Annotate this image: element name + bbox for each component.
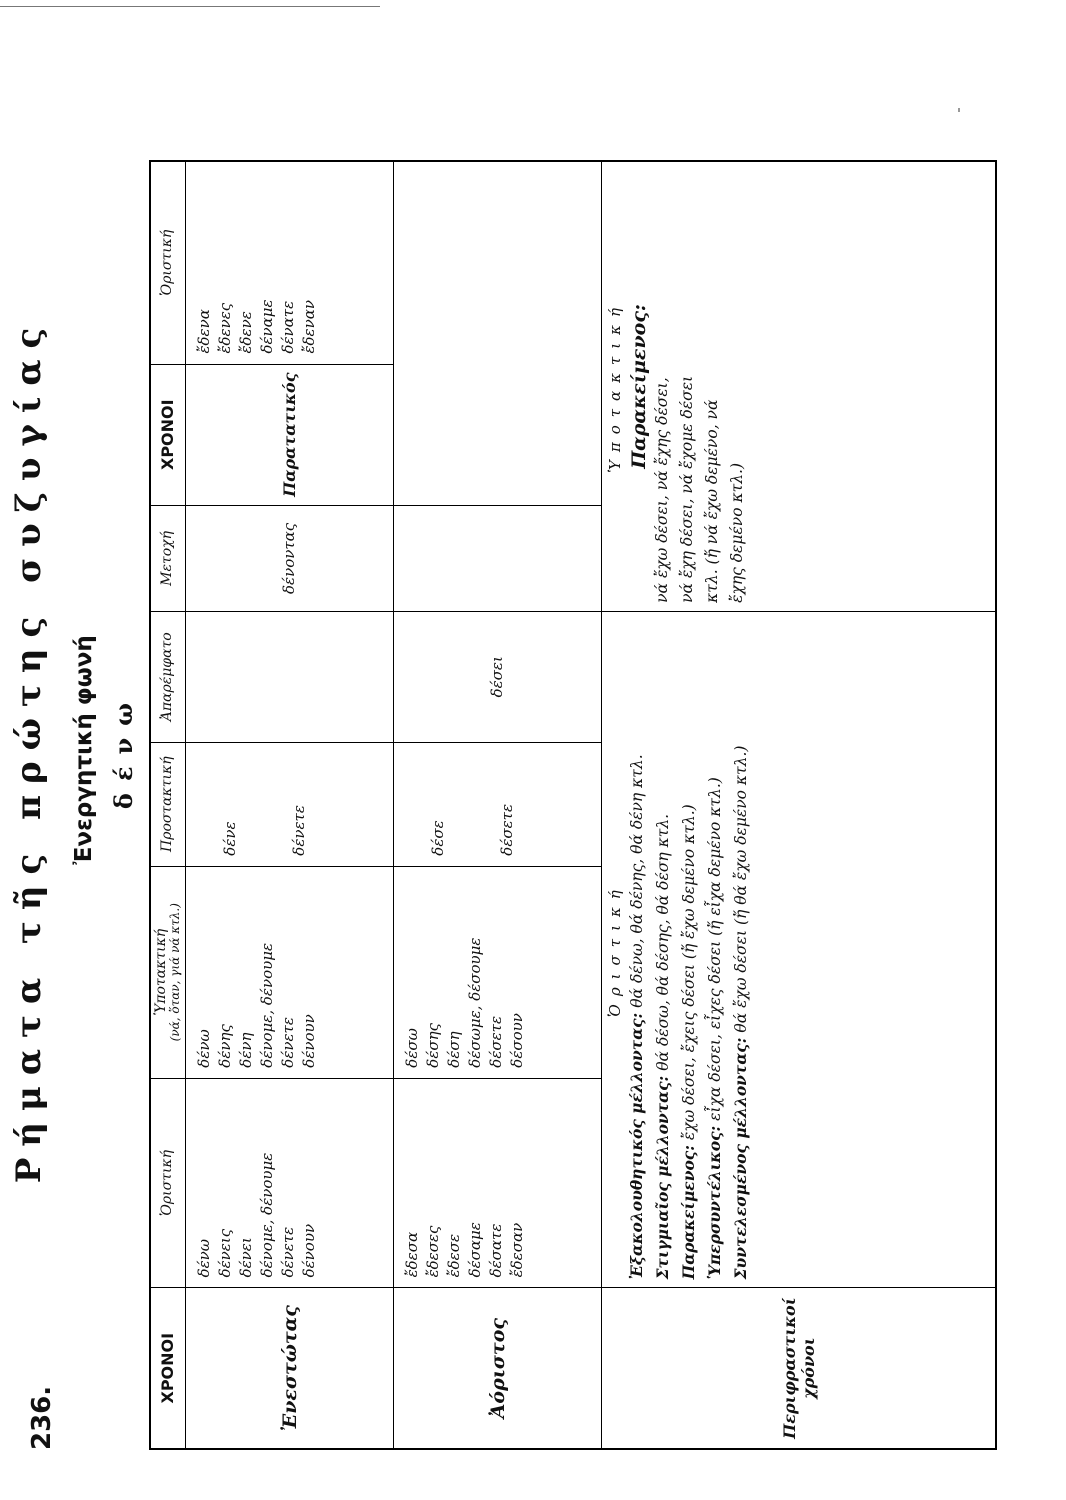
row-label-paratatikos: Παρατατικός [186,364,394,505]
form: δέσετε [498,803,516,856]
periphrastic-oristiki [602,611,997,1288]
form: ἔδεναν [300,300,318,354]
periphrastic-line [650,612,676,1288]
form: δένης [216,1024,234,1068]
periphrastic-ypotaktiki-header: Ὑποτακτική [606,299,624,473]
verb-heading: δένω [109,690,138,810]
periphrastic-ypotaktiki-line: νά ἔχη δέσει, νά ἔχομε δέσει [678,375,697,603]
conjugation-table [149,160,997,1450]
header-metoxi: Μετοχή [150,505,186,611]
header-xronoi-right: ΧΡΟΝΟΙ [150,364,186,505]
header-oristiki-right: Ὁριστική [150,161,186,364]
form: ἔδεσε [445,1233,463,1278]
tense-forms: εἶχα δέσει, εἶχες δέσει (ἤ εἶχα δεμένο κτλ.) [706,777,725,1121]
form: ἔδεσαν [508,1222,526,1278]
tense-name: Ὑπερσυντέλικος: [705,1125,725,1280]
form: δέσης [424,1022,442,1068]
row-label-periphrastic: Περιφραστικοί χρόνοι [602,1288,997,1449]
form: δένει [237,1237,255,1278]
header-row [150,161,186,1449]
form: ἔδενες [216,302,234,354]
form: δένετε [279,1017,297,1068]
tense-name: Στιγμιαῖος μέλλοντας: [653,1075,673,1280]
periphrastic-ypotaktiki-line: νά ἔχω δέσει, νά ἔχης δέσει, [653,377,671,603]
page-title: Ρήματα τῆς πρώτης συζυγίας [9,316,49,1184]
form: δένομε, δένουμε [258,942,276,1068]
row-label-enestotas: Ἐνεστώτας [186,1288,394,1449]
form: δένετε [290,805,308,856]
periphrastic-ypotaktiki-title: Παρακείμενος: [628,304,650,469]
row-periphrastic [602,161,997,1449]
tense-name: Ἐξακολουθητικός μέλλοντας: [627,1012,646,1280]
form: ἔδεσες [424,1225,442,1278]
form: δένε [221,821,239,856]
form: δέση [445,1031,463,1068]
aoristos-metoxi [394,505,602,611]
form: δέσατε [487,1223,505,1278]
enestotas-ypotaktiki [186,866,394,1078]
form: δένω [195,1238,213,1278]
page-top-rule [0,6,380,7]
periphrastic-line [728,612,754,1288]
form: δένουν [300,1014,318,1068]
form: δένετε [279,1226,297,1278]
enestotas-aparemfato [186,611,394,742]
periphrastic-ypotaktiki-line: ἔχης δεμένο κτλ.) [728,463,747,603]
periphrastic-line [676,612,702,1288]
periphrastic-line [624,612,650,1288]
row-enestotas [186,161,394,1449]
form: ἔδενα [195,309,213,354]
header-prostaktiki: Προστακτική [150,742,186,866]
form: δένουν [300,1223,318,1278]
header-aparemfato: Ἀπαρέμφατο [150,611,186,742]
periphrastic-ypotaktiki-line: κτλ. (ἤ νά ἔχω δεμένο, νά [703,399,722,603]
aoristos-aparemfato: δέσει [394,611,602,742]
row-label-aoristos: Ἀόριστος [394,1288,602,1449]
form: δέσουν [508,1013,526,1068]
aoristos-empty-right [394,161,602,505]
header-xronoi: ΧΡΟΝΟΙ [150,1288,186,1449]
tense-name: Παρακείμενος: [679,1145,699,1280]
header-ypotaktiki-label: Ὑποτακτική [152,928,169,1016]
paratatikos-oristiki [186,161,394,364]
rotated-page [9,50,1053,1450]
tense-forms: θά δένω, θά δένης, θά δένη κτλ. [628,754,646,1008]
page-subtitle: Ἐνεργητική φωνή [71,635,97,865]
form: δένη [237,1032,255,1068]
form: ἔδενε [237,311,255,354]
tense-forms: θά δέσω, θά δέσης, θά δέση κτλ. [654,813,673,1071]
tense-name: Συντελεσμένος μέλλοντας: [731,1037,751,1280]
form: δέσαμε [466,1222,484,1278]
periphrastic-ypotaktiki [602,161,997,611]
form: δέσε [429,820,447,856]
form: δέσω [403,1028,421,1068]
row-aoristos [394,161,602,1449]
form: δένω [195,1029,213,1068]
form: δέσετε [487,1015,505,1068]
aoristos-ypotaktiki [394,866,602,1078]
header-oristiki: Ὁριστική [150,1078,186,1288]
form: δένεις [216,1228,234,1278]
periphrastic-oristiki-header: Ὁριστική [606,882,624,1018]
header-ypotaktiki [150,866,186,1078]
form: δένατε [279,300,297,354]
header-ypotaktiki-note: (νά, ὅταν, γιά νά κτλ.) [168,903,183,1042]
enestotas-prostaktiki [186,742,394,866]
aoristos-oristiki [394,1078,602,1288]
enestotas-oristiki [186,1078,394,1288]
tense-forms: θά ἔχω δέσει (ἤ θά ἔχω δεμένο κτλ.) [732,745,751,1033]
tense-forms: ἔχω δέσει, ἔχεις δέσει (ἤ ἔχω δεμένο κτλ.) [680,804,699,1141]
enestotas-metoxi: δένοντας [186,505,394,611]
periphrastic-line [702,612,728,1288]
page-number: 236. [27,1385,57,1450]
form: δένομε, δένουμε [258,1152,276,1278]
form: δέναμε [258,299,276,354]
aoristos-prostaktiki [394,742,602,866]
form: ἔδεσα [403,1231,421,1278]
form: δέσωμε, δέσουμε [466,937,484,1068]
